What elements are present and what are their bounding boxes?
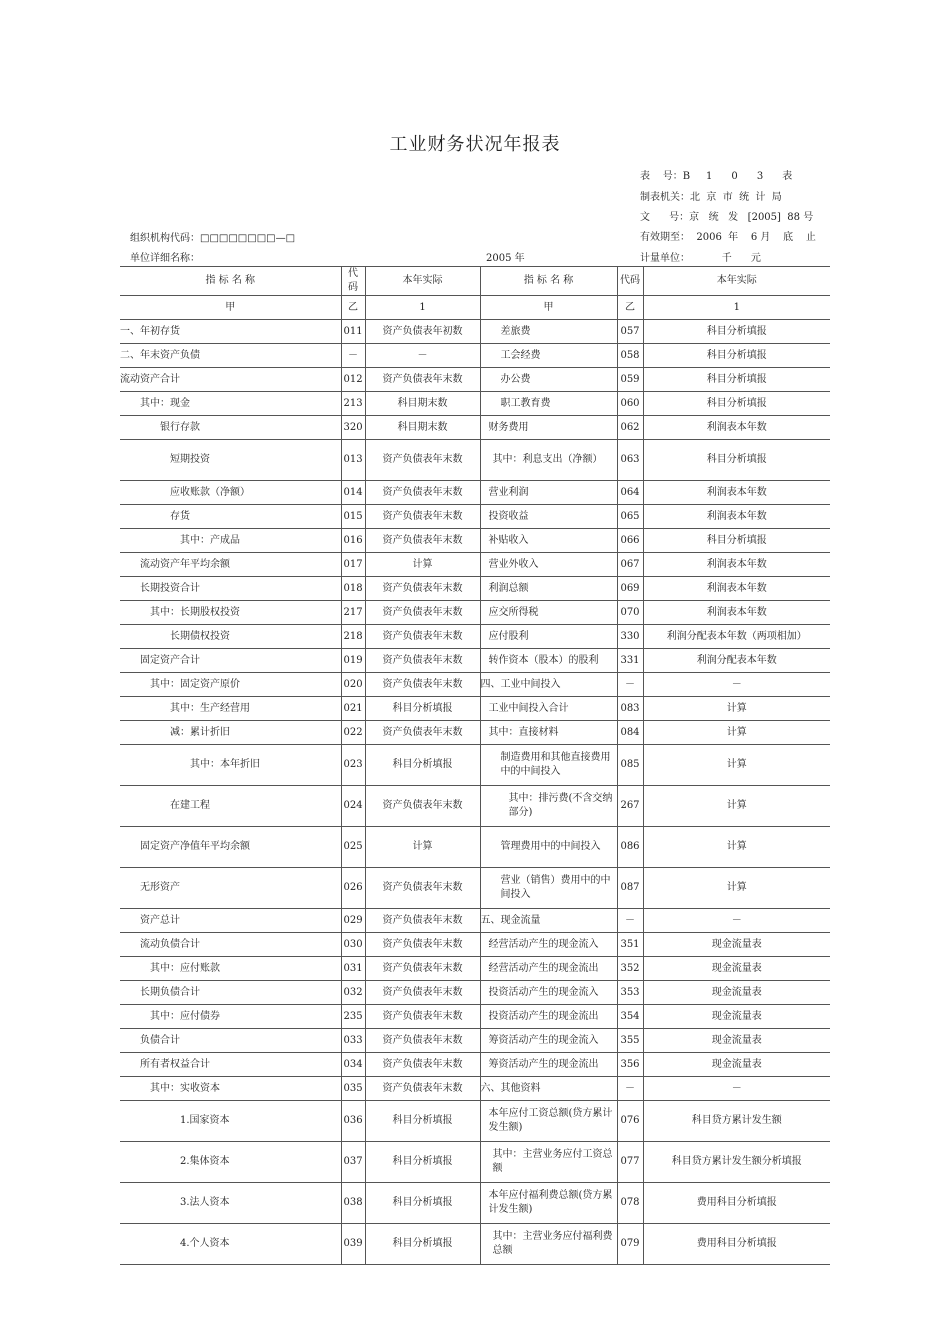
left-item-code: 235 (341, 1005, 365, 1029)
right-item-value: 科目分析填报 (643, 529, 830, 553)
table-row (120, 320, 830, 344)
right-item-name: 差旅费 (480, 320, 617, 344)
table-subheader-row (120, 296, 830, 320)
left-item-name: 3.法人资本 (120, 1183, 341, 1224)
left-item-code: 014 (341, 481, 365, 505)
document-number: 文 号：京 统 发 [2005] 88 号 (640, 212, 814, 223)
right-item-name: 其中：排污费(不含交纳部分) (480, 786, 617, 827)
left-item-value: 资产负债表年末数 (365, 368, 480, 392)
report-table (120, 266, 830, 1265)
header-cell: 指 标 名 称 (120, 267, 341, 296)
right-item-value: 利润分配表本年数（两项相加） (643, 625, 830, 649)
right-item-code: 356 (617, 1053, 643, 1077)
right-item-code: 079 (617, 1224, 643, 1265)
subheader-cell: 甲 (120, 296, 341, 320)
left-item-code: － (341, 344, 365, 368)
left-item-name: 二、年末资产负债 (120, 344, 341, 368)
left-item-code: 032 (341, 981, 365, 1005)
table-row (120, 1142, 830, 1183)
right-item-value: － (643, 909, 830, 933)
left-item-value: 科目分析填报 (365, 697, 480, 721)
table-row (120, 1101, 830, 1142)
right-item-code: 057 (617, 320, 643, 344)
left-item-name: 其中：长期股权投资 (120, 601, 341, 625)
left-item-name: 流动负债合计 (120, 933, 341, 957)
right-item-value: 科目分析填报 (643, 440, 830, 481)
left-item-name: 1.国家资本 (120, 1101, 341, 1142)
right-item-value: 现金流量表 (643, 1029, 830, 1053)
right-item-name: 营业（销售）费用中的中间投入 (480, 868, 617, 909)
right-item-name: 工会经费 (480, 344, 617, 368)
right-item-code: 351 (617, 933, 643, 957)
right-item-code: 330 (617, 625, 643, 649)
left-item-value: 科目期末数 (365, 416, 480, 440)
table-row (120, 481, 830, 505)
left-item-name: 其中：本年折旧 (120, 745, 341, 786)
left-item-name: 长期负债合计 (120, 981, 341, 1005)
right-item-name: 投资活动产生的现金流入 (480, 981, 617, 1005)
right-item-code: 354 (617, 1005, 643, 1029)
left-item-value: 科目分析填报 (365, 745, 480, 786)
left-item-value: 科目分析填报 (365, 1101, 480, 1142)
right-item-code: 062 (617, 416, 643, 440)
left-item-code: 024 (341, 786, 365, 827)
right-item-code: 070 (617, 601, 643, 625)
right-item-value: 科目分析填报 (643, 392, 830, 416)
left-item-value: 计算 (365, 553, 480, 577)
left-item-code: 022 (341, 721, 365, 745)
left-item-value: 资产负债表年末数 (365, 481, 480, 505)
left-item-code: 030 (341, 933, 365, 957)
right-item-value: 费用科目分析填报 (643, 1183, 830, 1224)
table-row (120, 505, 830, 529)
right-item-code: 083 (617, 697, 643, 721)
left-item-code: 026 (341, 868, 365, 909)
table-row (120, 344, 830, 368)
subheader-cell: 乙 (617, 296, 643, 320)
left-item-code: 217 (341, 601, 365, 625)
left-item-name: 一、年初存货 (120, 320, 341, 344)
right-item-name: 其中：直接材料 (480, 721, 617, 745)
left-item-name: 减：累计折旧 (120, 721, 341, 745)
right-item-name: 其中：主营业务应付福利费总额 (480, 1224, 617, 1265)
left-item-code: 017 (341, 553, 365, 577)
left-item-value: 资产负债表年末数 (365, 1029, 480, 1053)
right-item-value: 计算 (643, 721, 830, 745)
subheader-cell: 1 (365, 296, 480, 320)
left-item-value: 资产负债表年末数 (365, 1053, 480, 1077)
left-item-code: 037 (341, 1142, 365, 1183)
right-item-name: 四、工业中间投入 (480, 673, 617, 697)
table-row (120, 933, 830, 957)
right-item-code: 058 (617, 344, 643, 368)
left-item-name: 所有者权益合计 (120, 1053, 341, 1077)
right-item-code: － (617, 673, 643, 697)
left-item-name: 其中：实收资本 (120, 1077, 341, 1101)
right-item-value: 利润分配表本年数 (643, 649, 830, 673)
table-row (120, 368, 830, 392)
right-item-value: 利润表本年数 (643, 553, 830, 577)
right-item-name: 转作资本（股本）的股利 (480, 649, 617, 673)
table-row (120, 416, 830, 440)
right-item-name: 办公费 (480, 368, 617, 392)
left-item-value: 资产负债表年末数 (365, 957, 480, 981)
left-item-value: 资产负债表年末数 (365, 505, 480, 529)
right-item-value: 计算 (643, 697, 830, 721)
left-item-name: 其中：产成品 (120, 529, 341, 553)
right-item-name: 应交所得税 (480, 601, 617, 625)
table-row (120, 392, 830, 416)
left-item-code: 018 (341, 577, 365, 601)
right-item-value: 现金流量表 (643, 1005, 830, 1029)
left-item-name: 2.集体资本 (120, 1142, 341, 1183)
left-item-name: 固定资产净值年平均余额 (120, 827, 341, 868)
left-item-value: 资产负债表年末数 (365, 625, 480, 649)
right-item-code: 086 (617, 827, 643, 868)
page-title: 工业财务状况年报表 (389, 134, 561, 155)
right-item-value: 科目贷方累计发生额分析填报 (643, 1142, 830, 1183)
right-item-code: 059 (617, 368, 643, 392)
left-item-name: 在建工程 (120, 786, 341, 827)
table-row (120, 553, 830, 577)
left-item-value: 资产负债表年初数 (365, 320, 480, 344)
right-item-name: 营业利润 (480, 481, 617, 505)
left-item-name: 银行存款 (120, 416, 341, 440)
right-item-value: 现金流量表 (643, 981, 830, 1005)
left-item-code: 218 (341, 625, 365, 649)
right-item-name: 本年应付福利费总额(贷方累计发生额) (480, 1183, 617, 1224)
left-item-value: 资产负债表年末数 (365, 721, 480, 745)
left-item-value: 科目分析填报 (365, 1142, 480, 1183)
right-item-name: 筹资活动产生的现金流入 (480, 1029, 617, 1053)
left-item-code: 035 (341, 1077, 365, 1101)
left-item-value: 资产负债表年末数 (365, 577, 480, 601)
left-item-code: 020 (341, 673, 365, 697)
left-item-value: 计算 (365, 827, 480, 868)
right-item-value: 利润表本年数 (643, 601, 830, 625)
right-item-name: 其中：主营业务应付工资总额 (480, 1142, 617, 1183)
right-item-value: 费用科目分析填报 (643, 1224, 830, 1265)
issuing-org: 制表机关：北 京 市 统 计 局 (640, 192, 782, 203)
left-item-value: 资产负债表年末数 (365, 601, 480, 625)
right-item-value: 科目分析填报 (643, 344, 830, 368)
table-row (120, 1029, 830, 1053)
left-item-code: 031 (341, 957, 365, 981)
left-item-name: 流动资产合计 (120, 368, 341, 392)
left-item-name: 资产总计 (120, 909, 341, 933)
right-item-value: 利润表本年数 (643, 416, 830, 440)
right-item-name: 筹资活动产生的现金流出 (480, 1053, 617, 1077)
right-item-code: 065 (617, 505, 643, 529)
table-row (120, 786, 830, 827)
left-item-value: 资产负债表年末数 (365, 1077, 480, 1101)
left-item-value: 科目分析填报 (365, 1224, 480, 1265)
right-item-value: 计算 (643, 745, 830, 786)
left-item-code: 320 (341, 416, 365, 440)
right-item-code: － (617, 909, 643, 933)
right-item-name: 工业中间投入合计 (480, 697, 617, 721)
left-item-value: 资产负债表年末数 (365, 786, 480, 827)
left-item-code: 011 (341, 320, 365, 344)
left-item-name: 其中：固定资产原价 (120, 673, 341, 697)
left-item-code: 021 (341, 697, 365, 721)
right-item-value: 科目分析填报 (643, 320, 830, 344)
right-item-code: 064 (617, 481, 643, 505)
right-item-value: 计算 (643, 868, 830, 909)
right-item-name: 经营活动产生的现金流入 (480, 933, 617, 957)
header-cell: 本年实际 (643, 267, 830, 296)
right-item-name: 利润总额 (480, 577, 617, 601)
left-item-name: 长期债权投资 (120, 625, 341, 649)
left-item-name: 其中：应付账款 (120, 957, 341, 981)
header-cell: 代码 (617, 267, 643, 296)
right-item-name: 投资收益 (480, 505, 617, 529)
right-item-code: 077 (617, 1142, 643, 1183)
right-item-code: 084 (617, 721, 643, 745)
table-row (120, 957, 830, 981)
right-item-code: 063 (617, 440, 643, 481)
table-row (120, 1005, 830, 1029)
left-item-name: 应收账款（净额） (120, 481, 341, 505)
right-item-value: 现金流量表 (643, 933, 830, 957)
left-item-value: 科目期末数 (365, 392, 480, 416)
right-item-value: 利润表本年数 (643, 481, 830, 505)
left-item-value: 资产负债表年末数 (365, 440, 480, 481)
table-row (120, 1077, 830, 1101)
table-row (120, 909, 830, 933)
right-item-name: 投资活动产生的现金流出 (480, 1005, 617, 1029)
unit-of-measure: 计量单位： 千 元 (640, 253, 761, 264)
right-item-code: 060 (617, 392, 643, 416)
left-item-name: 短期投资 (120, 440, 341, 481)
right-item-name: 本年应付工资总额(贷方累计发生额) (480, 1101, 617, 1142)
right-item-code: 085 (617, 745, 643, 786)
table-row (120, 577, 830, 601)
left-item-code: 025 (341, 827, 365, 868)
org-code: 组织机构代码：□□□□□□□□—□ (130, 233, 296, 244)
table-row (120, 1053, 830, 1077)
right-item-value: 计算 (643, 827, 830, 868)
right-item-code: 076 (617, 1101, 643, 1142)
left-item-code: 033 (341, 1029, 365, 1053)
left-item-name: 固定资产合计 (120, 649, 341, 673)
right-item-value: 计算 (643, 786, 830, 827)
table-row (120, 601, 830, 625)
right-item-name: 经营活动产生的现金流出 (480, 957, 617, 981)
right-item-code: 352 (617, 957, 643, 981)
left-item-code: 013 (341, 440, 365, 481)
table-row (120, 1224, 830, 1265)
right-item-value: 科目分析填报 (643, 368, 830, 392)
right-item-value: 利润表本年数 (643, 505, 830, 529)
right-item-code: 331 (617, 649, 643, 673)
left-item-name: 存货 (120, 505, 341, 529)
form-number: 表 号：B 1 0 3 表 (640, 171, 793, 182)
subheader-cell: 乙 (341, 296, 365, 320)
right-item-code: 355 (617, 1029, 643, 1053)
right-item-code: 067 (617, 553, 643, 577)
table-row (120, 827, 830, 868)
left-item-code: 036 (341, 1101, 365, 1142)
right-item-value: 现金流量表 (643, 957, 830, 981)
left-item-code: 016 (341, 529, 365, 553)
right-item-code: 078 (617, 1183, 643, 1224)
table-row (120, 981, 830, 1005)
table-row (120, 1183, 830, 1224)
left-item-code: 034 (341, 1053, 365, 1077)
right-item-value: － (643, 1077, 830, 1101)
right-item-value: 科目贷方累计发生额 (643, 1101, 830, 1142)
table-row (120, 721, 830, 745)
right-item-value: － (643, 673, 830, 697)
table-row (120, 625, 830, 649)
subheader-cell: 甲 (480, 296, 617, 320)
right-item-name: 其中：利息支出（净额） (480, 440, 617, 481)
header-cell: 指 标 名 称 (480, 267, 617, 296)
right-item-name: 制造费用和其他直接费用中的中间投入 (480, 745, 617, 786)
left-item-value: 资产负债表年末数 (365, 649, 480, 673)
left-item-name: 长期投资合计 (120, 577, 341, 601)
valid-until: 有效期至： 2006 年 6 月 底 止 (640, 232, 816, 243)
right-item-code: 087 (617, 868, 643, 909)
table-row (120, 649, 830, 673)
table-row (120, 697, 830, 721)
left-item-code: 023 (341, 745, 365, 786)
left-item-name: 其中：现金 (120, 392, 341, 416)
table-row (120, 745, 830, 786)
left-item-code: 019 (341, 649, 365, 673)
table-header-row (120, 267, 830, 296)
right-item-code: 353 (617, 981, 643, 1005)
table-row (120, 868, 830, 909)
left-item-name: 4.个人资本 (120, 1224, 341, 1265)
right-item-name: 管理费用中的中间投入 (480, 827, 617, 868)
right-item-name: 营业外收入 (480, 553, 617, 577)
left-item-name: 其中：应付债券 (120, 1005, 341, 1029)
left-item-code: 039 (341, 1224, 365, 1265)
right-item-value: 利润表本年数 (643, 577, 830, 601)
header-cell: 代码 (341, 267, 365, 296)
right-item-code: 267 (617, 786, 643, 827)
left-item-value: 科目分析填报 (365, 1183, 480, 1224)
right-item-code: 069 (617, 577, 643, 601)
right-item-value: 现金流量表 (643, 1053, 830, 1077)
left-item-value: 资产负债表年末数 (365, 673, 480, 697)
unit-name-label: 单位详细名称： (130, 253, 200, 264)
left-item-value: 资产负债表年末数 (365, 868, 480, 909)
right-item-name: 六、其他资料 (480, 1077, 617, 1101)
left-item-name: 其中：生产经营用 (120, 697, 341, 721)
left-item-code: 038 (341, 1183, 365, 1224)
right-item-name: 职工教育费 (480, 392, 617, 416)
header-cell: 本年实际 (365, 267, 480, 296)
left-item-name: 无形资产 (120, 868, 341, 909)
left-item-value: 资产负债表年末数 (365, 529, 480, 553)
table-row (120, 673, 830, 697)
right-item-name: 财务费用 (480, 416, 617, 440)
left-item-value: 资产负债表年末数 (365, 1005, 480, 1029)
left-item-value: － (365, 344, 480, 368)
left-item-code: 213 (341, 392, 365, 416)
table-row (120, 440, 830, 481)
right-item-name: 补贴收入 (480, 529, 617, 553)
subheader-cell: 1 (643, 296, 830, 320)
left-item-value: 资产负债表年末数 (365, 981, 480, 1005)
left-item-code: 012 (341, 368, 365, 392)
report-year: 2005 年 (486, 253, 525, 264)
left-item-name: 流动资产年平均余额 (120, 553, 341, 577)
table-row (120, 529, 830, 553)
left-item-value: 资产负债表年末数 (365, 933, 480, 957)
right-item-name: 五、现金流量 (480, 909, 617, 933)
right-item-name: 应付股利 (480, 625, 617, 649)
right-item-code: － (617, 1077, 643, 1101)
left-item-name: 负债合计 (120, 1029, 341, 1053)
left-item-code: 029 (341, 909, 365, 933)
left-item-value: 资产负债表年末数 (365, 909, 480, 933)
right-item-code: 066 (617, 529, 643, 553)
left-item-code: 015 (341, 505, 365, 529)
